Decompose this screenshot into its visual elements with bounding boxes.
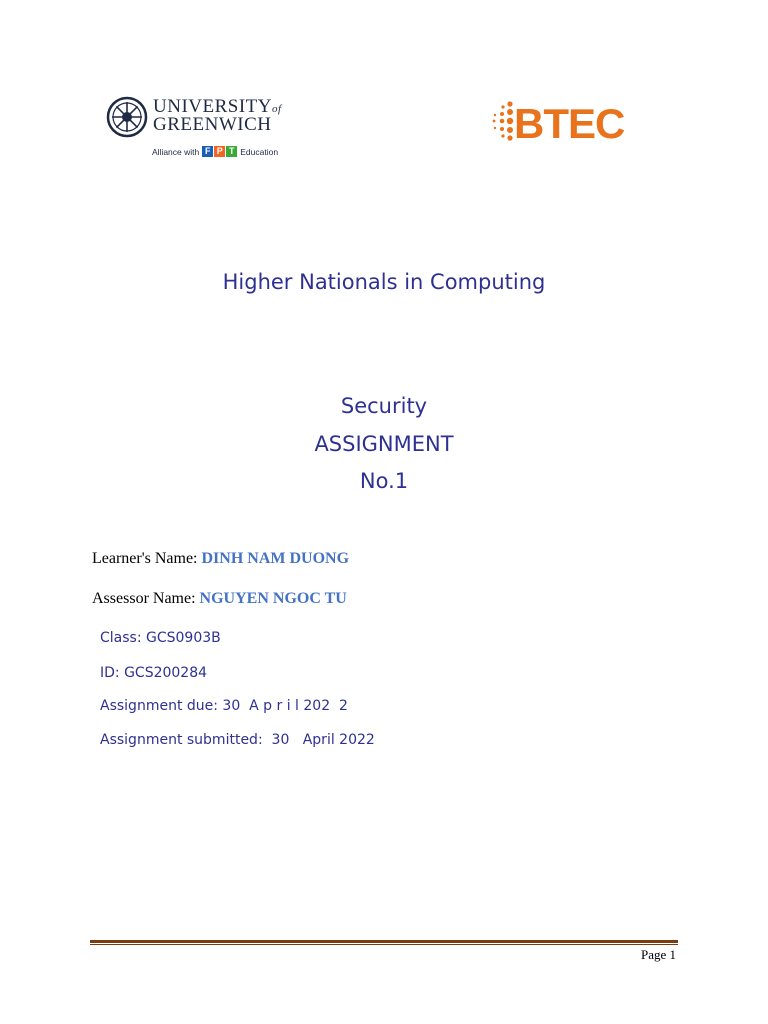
assessor-name-label: Assessor Name: [92,590,196,607]
btec-dots-icon [488,98,516,150]
assignment-due-info: Assignment due: 30 A p r i l 202 2 [100,698,348,714]
learner-name-value: DINH NAM DUONG [201,550,350,567]
learner-name-field [92,550,349,568]
student-id-info: ID: GCS200284 [100,665,208,681]
btec-logo [488,98,648,150]
subject-title: Security [340,394,428,418]
logo-university-text: UNIVERSITYof [153,96,282,117]
assignment-submitted-info: Assignment submitted: 30 April 2022 [100,732,375,748]
logo-alliance-line: Alliance with F P T Education [152,146,279,157]
assessor-name-field [92,590,347,608]
btec-logo-text: BTEC [514,100,625,147]
logo-greenwich-text: GREENWICH [153,114,272,135]
program-title: Higher Nationals in Computing [222,270,546,294]
learner-name-label: Learner's Name: [92,550,198,567]
fpt-logo: F P T [202,146,237,157]
assignment-number: No.1 [359,469,409,493]
assignment-label: ASSIGNMENT [314,432,454,456]
university-of-greenwich-logo [106,96,296,166]
footer-rule [90,940,678,943]
assessor-name-value: NGUYEN NGOC TU [199,590,347,607]
class-info: Class: GCS0903B [100,630,221,646]
page-number: Page 1 [640,947,676,962]
greenwich-seal-icon [106,96,148,138]
footer-rule-thin [90,944,678,945]
